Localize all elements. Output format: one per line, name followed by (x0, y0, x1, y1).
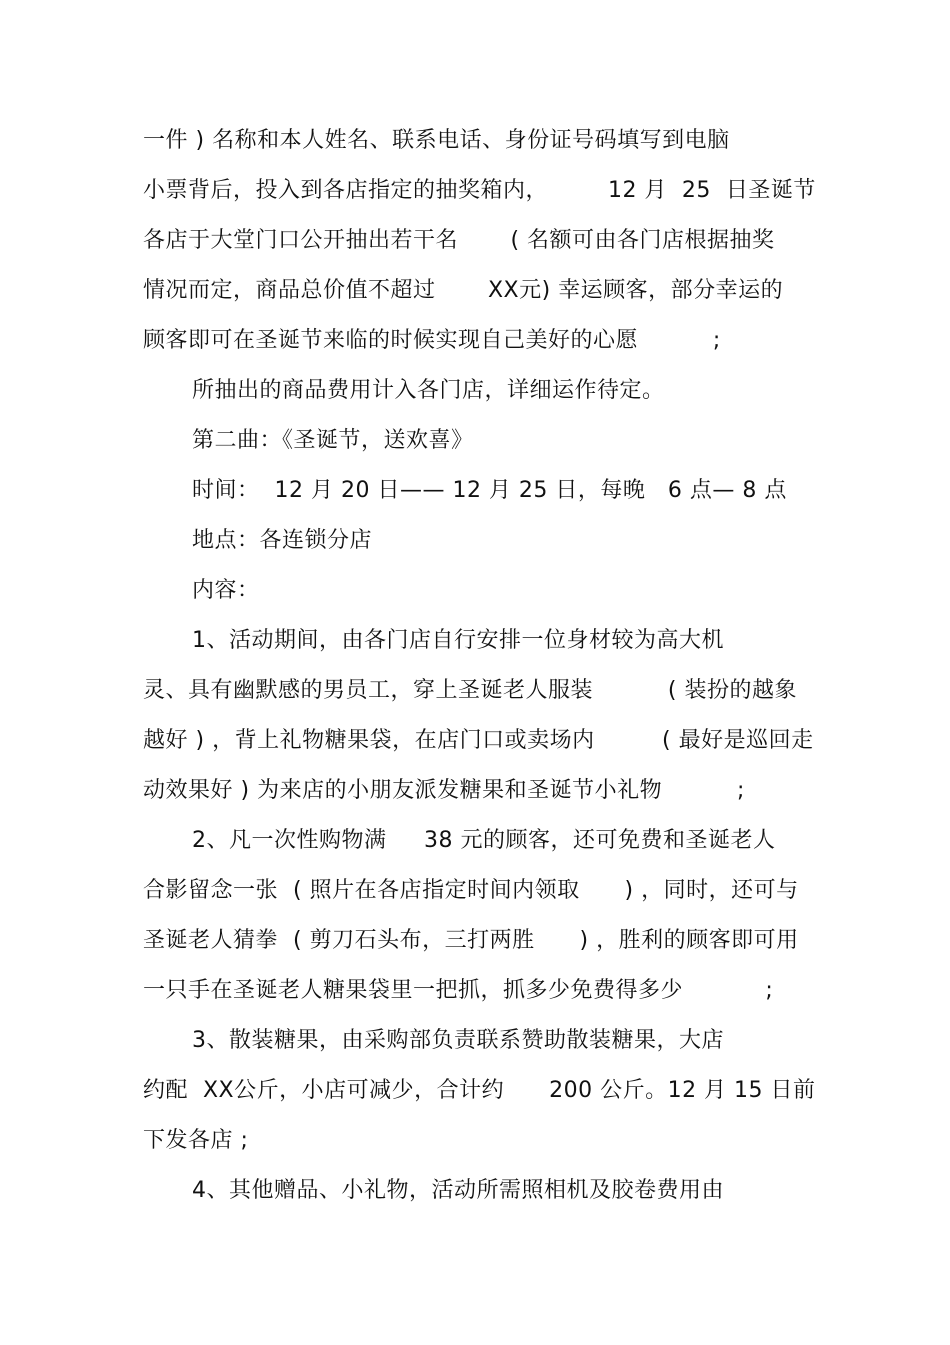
text-line: 小票背后，投入到各店指定的抽奖箱内， 12 月 25 日圣诞节 (143, 178, 816, 203)
text-line: 顾客即可在圣诞节来临的时候实现自己美好的心愿 ; (143, 328, 721, 353)
text-line: 所抽出的商品费用计入各门店，详细运作待定。 (192, 378, 665, 403)
text-line: 动效果好 ) 为来店的小朋友派发糖果和圣诞节小礼物 ; (143, 778, 745, 803)
text-line: 下发各店 ; (143, 1128, 249, 1153)
text-line: 4、其他赠品、小礼物，活动所需照相机及胶卷费用由 (192, 1178, 724, 1203)
text-line: 灵、具有幽默感的男员工，穿上圣诞老人服装 ( 装扮的越象 (143, 678, 798, 703)
text-line: 越好 ) ，背上礼物糖果袋，在店门口或卖场内 ( 最好是巡回走 (143, 728, 814, 753)
text-line: 2、凡一次性购物满 38 元的顾客，还可免费和圣诞老人 (192, 828, 776, 853)
text-line: 3、散装糖果，由采购部负责联系赞助散装糖果，大店 (192, 1028, 724, 1053)
text-line: 1、活动期间，由各门店自行安排一位身材较为高大机 (192, 628, 724, 653)
text-line: 圣诞老人猜拳 ( 剪刀石头布，三打两胜 ) ，胜利的顾客即可用 (143, 928, 799, 953)
text-line: 一件 ) 名称和本人姓名、联系电话、身份证号码填写到电脑 (143, 128, 730, 153)
text-line: 情况而定，商品总价值不超过 XX元) 幸运顾客，部分幸运的 (143, 278, 784, 303)
text-line: 约配 XX公斤，小店可减少，合计约 200 公斤。12 月 15 日前 (143, 1078, 816, 1103)
section-heading: 第二曲：《圣诞节，送欢喜》 (192, 428, 474, 453)
content-label: 内容： (192, 578, 260, 603)
text-line: 一只手在圣诞老人糖果袋里一把抓，抓多少免费得多少 ; (143, 978, 774, 1003)
text-line: 各店于大堂门口公开抽出若干名 ( 名额可由各门店根据抽奖 (143, 228, 775, 253)
location-line: 地点：各连锁分店 (192, 528, 373, 553)
time-line: 时间： 12 月 20 日—— 12 月 25 日，每晚 6 点— 8 点 (192, 478, 787, 503)
text-line: 合影留念一张 ( 照片在各店指定时间内领取 ) ，同时，还可与 (143, 878, 799, 903)
